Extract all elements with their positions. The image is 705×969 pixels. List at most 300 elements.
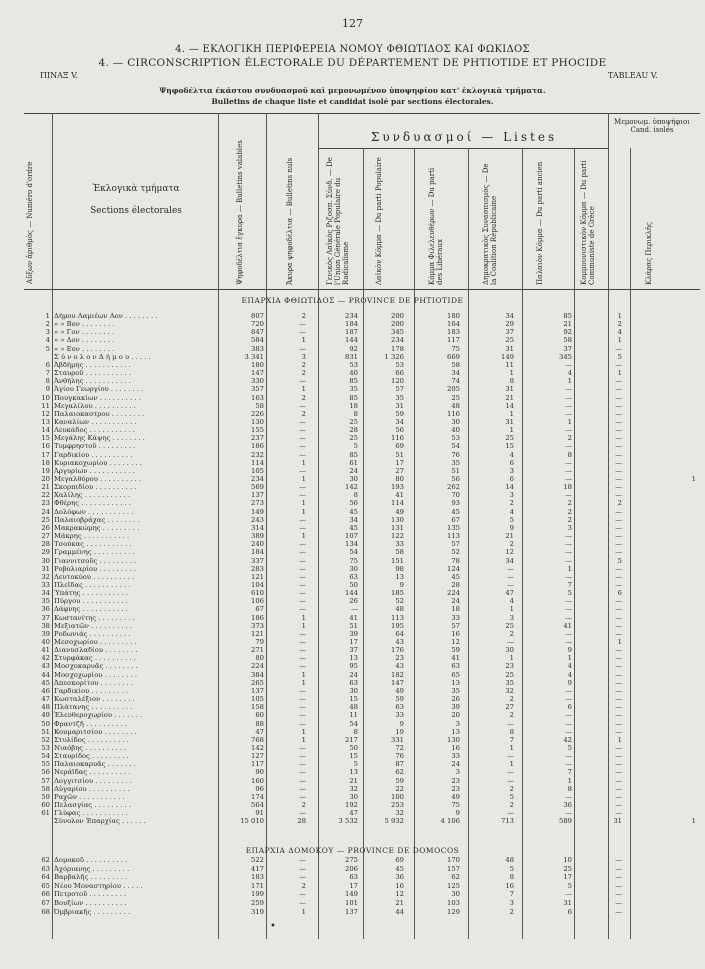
cell-value: — [299,564,306,573]
cell-value: 113 [447,532,460,541]
cell-value: 26 [451,695,460,704]
cell-value: 1 [509,605,514,614]
cell-value: — [615,613,622,622]
cell-value: 48 [505,856,514,864]
row-number: 10 [41,393,50,402]
cell-value: — [615,719,622,728]
cell-value: 226 [251,409,264,418]
cell-value: 131 [391,523,404,532]
cell-value: — [565,760,572,769]
cell-value: — [565,401,572,410]
cell-value: 48 [451,401,460,410]
cell-value: — [565,597,572,606]
row-number: 46 [41,686,50,695]
section-name: Δήμου Λαμιέων Αον . . . . . . . . [54,312,158,320]
cell-value: 57 [451,621,460,630]
cell-value: 5 [509,515,514,524]
cell-value: — [615,809,622,818]
cell-value: 2 [509,784,514,793]
cell-value: 105 [251,695,264,704]
cell-value: 331 [391,735,404,744]
cell-value: 2 [509,629,514,638]
cell-value: — [565,719,572,728]
row-number: 7 [45,369,50,378]
cell-value: — [615,752,622,761]
cell-value: — [615,458,622,467]
cell-value: — [615,434,622,443]
cell-value: 2 [617,499,622,508]
row-number: 45 [41,678,50,687]
cell-value: 9 [509,523,514,532]
cell-value: 137 [345,907,358,916]
cell-value: 30 [505,646,514,655]
cell-value: 147 [391,678,404,687]
cell-value: 75 [451,801,460,809]
section-name: Πουγκακίων . . . . . . . . . . [54,393,141,402]
cell-value: 50 [349,580,358,589]
cell-value: — [565,426,572,435]
cell-value: 88 [255,719,264,728]
header-listes: Συνδυασμοί — Listes [370,130,558,144]
cell-value: 4 [509,597,514,606]
header-top-rule [24,113,700,114]
cell-value: 130 [391,515,404,524]
cell-value: 45 [451,507,460,516]
cell-value: 192 [345,801,358,809]
section-name: Πύργου . . . . . . . . . . . [54,597,128,606]
cell-value: 1 [301,475,306,483]
cell-value: — [565,792,572,801]
cell-value: 35 [451,686,460,695]
cell-value: 121 [251,572,264,581]
cell-value: 92 [349,344,358,353]
cell-value: 37 [349,646,358,655]
cell-value: 14 [505,401,514,410]
cell-value: — [351,605,358,614]
cell-value: 134 [345,540,358,549]
cell-value: 51 [395,450,404,459]
header-valid: Ψηφοδέλτια ἔγκυρα — Bulletins valables [236,140,244,285]
cell-value: 34 [395,417,404,426]
cell-value: 8 [353,491,358,500]
section-name: » » Γον . . . . . . . . [54,328,115,337]
row-number: 37 [41,613,50,622]
cell-value: 37 [505,328,514,337]
cell-value: 240 [251,540,264,549]
row-number: 9 [45,385,50,394]
header-null: Ἄκυρα ψηφοδέλτια — Bulletins nuls [286,157,294,285]
cell-value: 62 [395,768,404,777]
cell-value: 48 [395,605,404,614]
cell-value: 234 [391,336,404,345]
cell-value: — [565,686,572,695]
cell-value: 24 [349,466,358,475]
cell-value: 142 [345,483,358,492]
cell-value: 9 [455,809,460,818]
cell-value: — [615,646,622,655]
cell-value: 116 [447,409,460,418]
cell-value: 4 [509,507,514,516]
section-name: Σ ύ ν ο λ ο ν Δ ή μ ο υ . . . . . [54,352,151,361]
cell-value: 3 532 [338,817,358,826]
cell-value: — [615,426,622,435]
cell-value: — [299,646,306,655]
cell-value: 45 [451,572,460,581]
cell-value: 178 [391,344,404,353]
cell-value: — [565,613,572,622]
cell-value: 243 [251,515,264,524]
cell-value: — [299,597,306,606]
cell-value: 2 [301,360,306,369]
cell-value: — [615,621,622,630]
cell-value: — [565,548,572,557]
title-greek: 4. — ΕΚΛΟΓΙΚΗ ΠΕΡΙΦΕΡΕΙΑ ΝΟΜΟΥ ΦΘΙΩΤΙΔΟΣ ΚΑΙ ΦΩΚΙΔΟΣ [175,44,530,55]
cell-value: 76 [395,752,404,761]
section-name: Δομοκοῦ . . . . . . . . . . [54,856,128,864]
cell-value: 4 [567,670,572,679]
cell-value: 20 [451,711,460,720]
cell-value: — [299,328,306,337]
cell-value: 1 [301,613,306,622]
cell-value: — [615,881,622,890]
cell-value: 262 [447,483,460,492]
cell-value: 64 [395,629,404,638]
cell-value: — [565,491,572,500]
cell-value: 25 [349,417,358,426]
row-number: 47 [41,695,50,704]
cell-value: 3 [301,352,306,361]
cell-value: 522 [251,856,264,864]
cell-value: 5 [509,792,514,801]
cell-value: — [615,540,622,549]
cell-value: 117 [251,760,264,769]
row-number: 50 [41,719,50,728]
section-name: » » Βον . . . . . . . . [54,320,115,329]
cell-value: 32 [505,686,514,695]
cell-value: 3 [567,523,572,532]
cell-value: 66 [395,369,404,378]
cell-value: 6 [509,475,514,483]
cell-value: 4 106 [440,817,460,826]
cell-value: — [615,515,622,524]
cell-value: 3 [509,899,514,907]
cell-value: 319 [251,907,264,916]
cell-value: 2 [567,515,572,524]
section-name: Πλάτανης . . . . . . . . . . [54,703,133,712]
cell-value: 33 [395,711,404,720]
cell-value: 53 [349,360,358,369]
cell-value: 9 [567,678,572,687]
cell-value: — [615,662,622,671]
cell-value: 23 [451,776,460,785]
cell-value: 2 [567,507,572,516]
row-number: 62 [41,856,50,864]
cell-value: 114 [391,499,404,508]
cell-value: 90 [255,768,264,777]
cell-value: — [299,776,306,785]
cell-value: — [615,401,622,410]
cell-value: 2 [509,907,514,916]
cell-value: — [299,589,306,598]
row-number: 65 [41,881,50,890]
row-number: 18 [41,458,50,467]
section-name: Ροβολιαρίου . . . . . . . . . [54,564,137,573]
cell-value: 85 [349,393,358,402]
cell-value: 41 [563,621,572,630]
cell-value: 6 [567,703,572,712]
cell-value: 564 [251,801,264,809]
cell-value: 21 [349,776,358,785]
row-number: 13 [41,417,50,426]
header-isolated-candidate: Κλάρας Περικλῆς [645,222,653,285]
cell-value: 21 [505,532,514,541]
row-number: 60 [41,801,50,809]
cell-value: 4 [509,450,514,459]
cell-value: 1 [509,743,514,752]
cell-value: 357 [251,385,264,394]
cell-value: 135 [447,523,460,532]
cell-value: 31 [505,385,514,394]
row-number: 23 [41,499,50,508]
cell-value: 56 [349,499,358,508]
row-number: 31 [41,564,50,573]
cell-value: 1 [301,499,306,508]
section-name: » » Δον . . . . . . . . [54,336,115,345]
cell-value: 30 [349,686,358,695]
cell-value: 35 [505,678,514,687]
cell-value: — [299,426,306,435]
cell-value: — [565,385,572,394]
cell-value: 3 341 [244,352,264,361]
cell-value: 35 [395,393,404,402]
cell-value: — [299,890,306,899]
cell-value: 67 [451,515,460,524]
cell-value: — [565,809,572,818]
section-name: Λευκάδος . . . . . . . . . . . [54,426,135,435]
cell-value: 23 [505,662,514,671]
cell-value: 171 [251,881,264,890]
cell-value: 2 [301,409,306,418]
cell-value: 1 [567,654,572,663]
cell-value: 58 [395,548,404,557]
cell-value: 4 [567,369,572,378]
cell-value: 17 [563,873,572,882]
cell-value: 76 [451,450,460,459]
cell-value: — [565,540,572,549]
row-number: 1 [45,312,50,320]
cell-value: 57 [395,385,404,394]
section-name: Βουξίων . . . . . . . . . . [54,899,127,907]
cell-value: 1 [301,385,306,394]
cell-value: 29 [505,320,514,329]
cell-value: — [615,523,622,532]
cell-value: 187 [345,328,358,337]
cell-value: 2 [301,393,306,402]
cell-value: — [299,572,306,581]
cell-value: 42 [563,735,572,744]
cell-value: 1 [301,336,306,345]
cell-value: — [565,458,572,467]
row-number: 21 [41,483,50,492]
cell-value: — [299,864,306,873]
cell-value: 16 [505,881,514,890]
cell-value: 1 [567,377,572,386]
cell-value: 63 [349,572,358,581]
cell-value: 121 [251,629,264,638]
cell-value: 106 [251,597,264,606]
cell-value: 27 [395,466,404,475]
cell-value: — [615,792,622,801]
cell-value: 34 [505,312,514,320]
cell-value: 19 [395,727,404,736]
cell-value: 149 [501,352,514,361]
row-number: 5 [45,344,50,353]
cell-value: 25 [563,864,572,873]
cell-value: 75 [451,344,460,353]
cell-value: 16 [395,881,404,890]
cell-value: 183 [251,873,264,882]
cell-value: — [299,695,306,704]
row-number: 24 [41,507,50,516]
cell-value: 5 [353,760,358,769]
cell-value: — [615,491,622,500]
section-name: Πετροτοῦ . . . . . . . . . [54,890,127,899]
cell-value: 69 [395,442,404,451]
cell-value: 283 [251,564,264,573]
section-name: Χαλίλης . . . . . . . . . . . [54,491,131,500]
cell-value: 180 [447,312,460,320]
cell-value: 91 [255,809,264,818]
row-number: 3 [45,328,50,337]
cell-value: 24 [451,760,460,769]
cell-value: 164 [447,320,460,329]
cell-value: 16 [451,629,460,638]
row-number: 36 [41,605,50,614]
row-number: 49 [41,711,50,720]
cell-value: 33 [451,752,460,761]
cell-value: 24 [349,670,358,679]
row-number: 64 [41,873,50,882]
row-number: 39 [41,629,50,638]
cell-value: — [615,768,622,777]
cell-value: 2 [301,369,306,378]
cell-value: 1 [567,564,572,573]
cell-value: 1 [509,654,514,663]
cell-value: — [507,638,514,646]
cell-value: — [565,695,572,704]
cell-value: — [615,572,622,581]
cell-value: — [565,393,572,402]
cell-value: 17 [349,881,358,890]
cell-value: — [507,776,514,785]
section-name: Γαρδικίου . . . . . . . . . [54,686,129,695]
cell-value: 7 [567,768,572,777]
cell-value: 56 [395,426,404,435]
section-name: Μεσοχωρίου . . . . . . . . . [54,638,137,646]
cell-value: 52 [395,597,404,606]
header-list-5: Παλαιὸν Κόμμα — Du parti ancien [536,161,544,285]
cell-value: — [299,768,306,777]
cell-value: 54 [349,719,358,728]
header-list-3: Κόμμα Φιλελευθέρων — Du parti des Libéraux [428,167,444,285]
cell-value: 48 [349,703,358,712]
cell-value: 13 [451,727,460,736]
subtitle-greek: Ψηφοδέλτια έκάστου συνδυασμοῦ καὶ μεμονωμένου ὑποψηφίου κατ' ἐκλογικὰ τμήματα. [159,86,546,95]
section-name: Ὑπάτης . . . . . . . . . . . [54,589,129,598]
cell-value: 5 [567,743,572,752]
section-name: Ἀβδήμης . . . . . . . . . . . [54,360,131,369]
cell-value: — [299,760,306,769]
section-name: Παλαιοκαστρου . . . . . . . . [54,409,145,418]
cell-value: — [299,491,306,500]
cell-value: 47 [349,809,358,818]
cell-value: 669 [447,352,460,361]
row-number: 59 [41,792,50,801]
row-number: 42 [41,654,50,663]
cell-value: — [615,864,622,873]
cell-value: — [615,344,622,353]
cell-value: 10 [563,856,572,864]
cell-value: 13 [349,768,358,777]
cell-value: 32 [395,809,404,818]
cell-value: 127 [251,752,264,761]
cell-value: — [299,711,306,720]
cell-value: 610 [251,589,264,598]
cell-value: 33 [395,540,404,549]
section-name: Ροδωνιάς . . . . . . . . . . [54,629,131,638]
table-row [0,908,705,917]
cell-value: 30 [349,475,358,483]
cell-value: 2 [509,695,514,704]
cell-value: 96 [255,784,264,793]
cell-value: — [565,532,572,541]
cell-value: 74 [451,377,460,386]
cell-value: 2 [617,320,622,329]
cell-value: 53 [395,360,404,369]
section-name: Φθέρης . . . . . . . . . . . . [54,499,131,508]
cell-value: 713 [501,817,514,826]
cell-value: — [615,890,622,899]
cell-value: 330 [251,377,264,386]
header-list-6: Κομμουνιστικὸν Κόμμα — Du parti Communiste de Grèce [580,160,596,285]
cell-value: — [615,760,622,769]
cell-value: — [615,695,622,704]
cell-value: — [299,540,306,549]
cell-value: 103 [447,899,460,907]
cell-value: 15 [505,442,514,451]
cell-value: — [615,703,622,712]
cell-value: 9 [399,719,404,728]
section-name: Λογγιτσίου . . . . . . . . . [54,776,132,785]
cell-value: — [615,678,622,687]
cell-value: 5 [617,352,622,361]
row-number: 68 [41,907,50,916]
cell-value: 107 [345,532,358,541]
cell-value: — [507,719,514,728]
cell-value: — [565,572,572,581]
cell-value: 12 [505,548,514,557]
cell-value: 67 [255,605,264,614]
cell-value: — [615,727,622,736]
cell-value: 2 [301,801,306,809]
cell-value: 184 [251,548,264,557]
section-name: Μεγάλης Κάψης . . . . . . . . [54,434,145,443]
cell-value: 23 [395,654,404,663]
cell-value: — [299,515,306,524]
cell-value: — [299,450,306,459]
cell-value: 1 [301,727,306,736]
cell-value: 1 [301,678,306,687]
